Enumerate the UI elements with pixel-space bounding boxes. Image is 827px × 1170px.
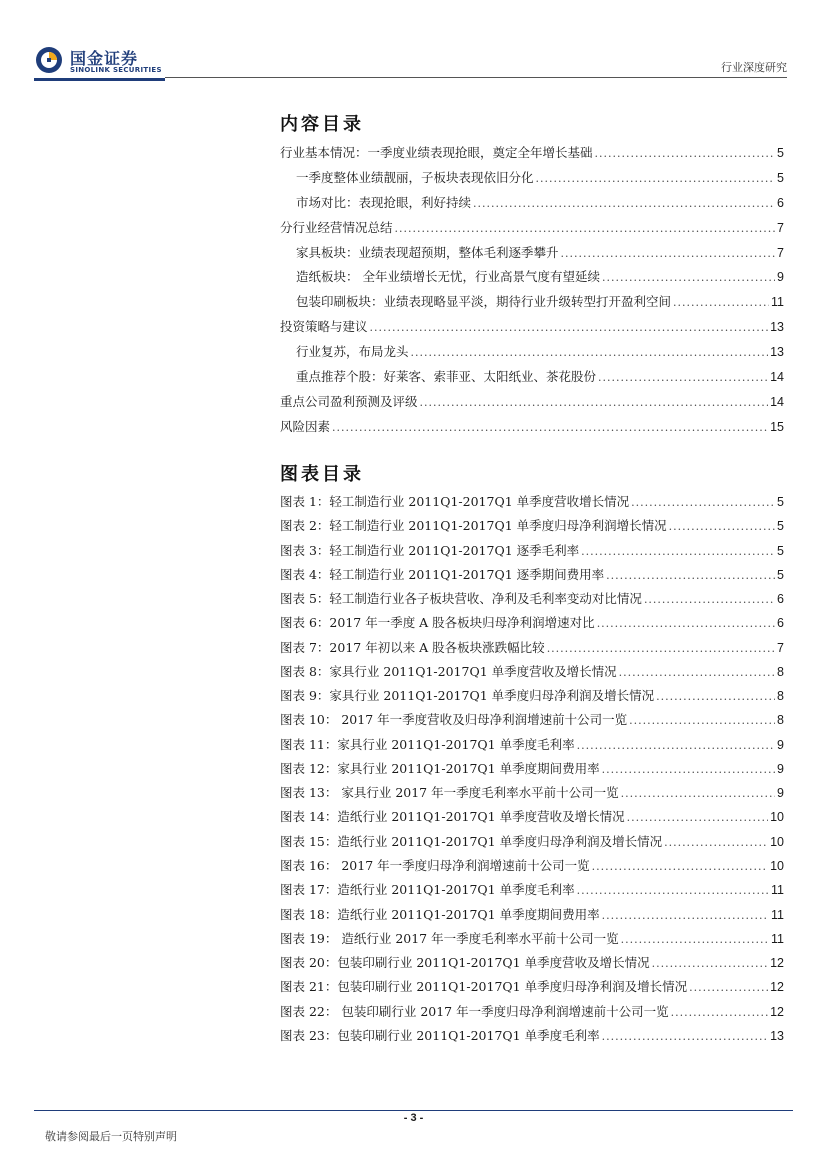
figure-entry-title: 图表 18：造纸行业 2011Q1-2017Q1 单季度期间费用率 (280, 906, 600, 922)
figure-entry-page: 5 (777, 567, 784, 582)
figure-entry[interactable] (280, 1002, 784, 1026)
toc-entry[interactable] (280, 317, 784, 342)
figure-entry[interactable] (280, 783, 784, 807)
toc-entry[interactable] (280, 243, 784, 268)
toc-entry-title: 市场对比：表现抢眼，利好持续 (296, 194, 472, 210)
figure-entry[interactable] (280, 1026, 784, 1050)
dot-leader (592, 860, 768, 873)
figure-entry-title: 图表 5：轻工制造行业各子板块营收、净利及毛利率变动对比情况 (280, 591, 642, 607)
toc-entry-title: 投资策略与建议 (280, 319, 368, 335)
dot-leader (577, 739, 775, 752)
company-logo (34, 45, 164, 79)
toc-entry-title: 包装印刷板块：业绩表现略显平淡，期待行业升级转型打开盈利空间 (296, 294, 672, 310)
toc-entry-title: 分行业经营情况总结 (280, 219, 393, 235)
dot-leader (602, 271, 775, 284)
toc-entry-page: 5 (777, 170, 784, 185)
dot-leader (619, 666, 775, 679)
figure-entry-title: 图表 20：包装印刷行业 2011Q1-2017Q1 单季度营收及增长情况 (280, 955, 650, 971)
dot-leader (602, 909, 769, 922)
footer-divider (34, 1110, 793, 1111)
figure-entry-page: 11 (771, 883, 784, 898)
toc-entry[interactable] (280, 342, 784, 367)
figure-entry-title: 图表 15：造纸行业 2011Q1-2017Q1 单季度归母净利润及增长情况 (280, 833, 663, 849)
figure-entry-page: 11 (771, 931, 784, 946)
toc-entry-page: 11 (771, 295, 784, 310)
toc-entry[interactable] (280, 168, 784, 193)
figure-entry[interactable] (280, 686, 784, 710)
figure-entry-page: 11 (771, 907, 784, 922)
toc-entry-page: 15 (770, 419, 784, 434)
figure-entry-page: 10 (770, 858, 784, 873)
dot-leader (561, 247, 776, 260)
dot-leader (597, 617, 775, 630)
toc-entry-page: 5 (777, 146, 784, 160)
dot-leader (602, 763, 775, 776)
toc-entry-page: 13 (770, 345, 784, 360)
toc-list (280, 143, 784, 442)
figure-entry-page: 5 (777, 519, 784, 534)
dot-leader (669, 520, 775, 533)
figure-entry-page: 12 (770, 980, 784, 995)
toc-entry[interactable] (280, 267, 784, 292)
figure-entry[interactable] (280, 905, 784, 929)
figure-entry-page: 8 (777, 713, 784, 728)
figure-entry[interactable] (280, 613, 784, 637)
dot-leader (656, 690, 775, 703)
figure-entry-page: 10 (770, 834, 784, 849)
figure-entry-title: 图表 8：家具行业 2011Q1-2017Q1 单季度营收及增长情况 (280, 663, 617, 679)
dot-leader (547, 642, 775, 655)
dot-leader (473, 197, 775, 210)
figure-entry-title: 图表 6：2017 年一季度 A 股各板块归母净利润增速对比 (280, 615, 595, 631)
figure-entry-page: 6 (777, 616, 784, 631)
toc-entry-page: 9 (777, 270, 784, 285)
figure-entry-page: 9 (777, 761, 784, 776)
figure-entry-title: 图表 14：造纸行业 2011Q1-2017Q1 单季度营收及增长情况 (280, 809, 625, 825)
dot-leader (595, 147, 776, 160)
toc-entry-page: 14 (770, 370, 784, 385)
figure-entry-page: 6 (777, 592, 784, 607)
figures-list (280, 492, 784, 1050)
figure-entry-title: 图表 11：家具行业 2011Q1-2017Q1 单季度毛利率 (280, 736, 575, 752)
toc-entry-title: 行业基本情况：一季度业绩表现抢眼，奠定全年增长基础 (280, 145, 593, 160)
figure-entry[interactable] (280, 953, 784, 977)
figure-entry[interactable] (280, 638, 784, 662)
page-header (0, 0, 827, 80)
figure-entry-page: 5 (777, 495, 784, 509)
figure-entry[interactable] (280, 759, 784, 783)
figure-entry-title: 图表 3：轻工制造行业 2011Q1-2017Q1 逐季毛利率 (280, 542, 580, 558)
dot-leader (420, 396, 769, 409)
figure-entry-page: 7 (777, 640, 784, 655)
company-name-cn: 国金证券 (70, 49, 139, 68)
toc-entry-page: 14 (770, 394, 784, 409)
toc-entry-title: 一季度整体业绩靓丽，子板块表现依旧分化 (296, 169, 534, 185)
dot-leader (621, 933, 769, 946)
figure-entry[interactable] (280, 856, 784, 880)
toc-entry-title: 造纸板块： 全年业绩增长无忧，行业高景气度有望延续 (296, 269, 600, 285)
figure-entry[interactable] (280, 662, 784, 686)
toc-entry-title: 重点推荐个股：好莱客、索菲亚、太阳纸业、茶花股份 (296, 369, 597, 385)
dot-leader (370, 321, 769, 334)
figure-entry-title: 图表 9：家具行业 2011Q1-2017Q1 单季度归母净利润及增长情况 (280, 688, 655, 704)
figure-entry-title: 图表 13： 家具行业 2017 年一季度毛利率水平前十公司一览 (280, 785, 619, 801)
toc-entry-title: 家具板块：业绩表现超预期，整体毛利逐季攀升 (296, 244, 559, 260)
header-divider (165, 77, 787, 78)
dot-leader (332, 421, 768, 434)
toc-entry-page: 7 (777, 245, 784, 260)
toc-title: 内容目录 (280, 114, 364, 135)
dot-leader (631, 496, 775, 509)
figure-entry[interactable] (280, 565, 784, 589)
dot-leader (411, 346, 769, 359)
figure-entry-page: 8 (777, 689, 784, 704)
toc-entry-page: 13 (770, 320, 784, 335)
dot-leader (652, 957, 769, 970)
toc-entry[interactable] (280, 392, 784, 417)
figure-entry[interactable] (280, 880, 784, 904)
figure-entry-title: 图表 10： 2017 年一季度营收及归母净利润增速前十公司一览 (280, 712, 628, 728)
header-accent-bar (34, 78, 165, 81)
sinolink-logo-icon (34, 45, 64, 75)
toc-entry-title: 风险因素 (280, 418, 331, 434)
figure-entry-title: 图表 23：包装印刷行业 2011Q1-2017Q1 单季度毛利率 (280, 1027, 600, 1043)
figure-entry[interactable] (280, 735, 784, 759)
dot-leader (644, 593, 775, 606)
figure-entry-title: 图表 2：轻工制造行业 2011Q1-2017Q1 单季度归母净利润增长情况 (280, 518, 667, 534)
figure-entry[interactable] (280, 977, 784, 1001)
figure-entry-title: 图表 7：2017 年初以来 A 股各板块涨跌幅比较 (280, 639, 545, 655)
figure-entry[interactable] (280, 516, 784, 540)
figure-entry-title: 图表 19： 造纸行业 2017 年一季度毛利率水平前十公司一览 (280, 930, 619, 946)
figure-entry[interactable] (280, 492, 784, 516)
dot-leader (602, 1030, 769, 1043)
figure-entry[interactable] (280, 589, 784, 613)
dot-leader (689, 981, 768, 994)
dot-leader (606, 569, 775, 582)
dot-leader (671, 1006, 768, 1019)
figure-entry[interactable] (280, 807, 784, 831)
toc-entry[interactable] (280, 193, 784, 218)
toc-entry-page: 6 (777, 195, 784, 210)
dot-leader (577, 884, 769, 897)
dot-leader (664, 836, 768, 849)
footer-disclaimer: 敬请参阅最后一页特别声明 (45, 1130, 177, 1143)
dot-leader (581, 545, 775, 558)
dot-leader (598, 371, 768, 384)
figure-entry-page: 9 (777, 737, 784, 752)
figure-entry-title: 图表 21：包装印刷行业 2011Q1-2017Q1 单季度归母净利润及增长情况 (280, 979, 688, 995)
toc-entry[interactable] (280, 218, 784, 243)
figure-entry-title: 图表 22： 包装印刷行业 2017 年一季度归母净利润增速前十公司一览 (280, 1003, 669, 1019)
toc-entry[interactable] (280, 292, 784, 317)
dot-leader (629, 714, 775, 727)
toc-entry-page: 7 (777, 220, 784, 235)
company-name-en: SINOLINK SECURITIES (70, 66, 162, 74)
toc-entry[interactable] (280, 417, 784, 442)
figure-entry[interactable] (280, 710, 784, 734)
page-number: - 3 - (403, 1112, 424, 1124)
figure-entry[interactable] (280, 541, 784, 565)
dot-leader (395, 222, 776, 235)
dot-leader (621, 787, 775, 800)
figure-entry-title: 图表 12：家具行业 2011Q1-2017Q1 单季度期间费用率 (280, 760, 600, 776)
figure-entry[interactable] (280, 832, 784, 856)
figure-entry-title: 图表 4：轻工制造行业 2011Q1-2017Q1 逐季期间费用率 (280, 566, 605, 582)
dot-leader (536, 172, 776, 185)
figure-entry-page: 13 (770, 1028, 784, 1043)
figure-entry[interactable] (280, 929, 784, 953)
figures-title: 图表目录 (280, 464, 364, 485)
toc-entry-title: 行业复苏，布局龙头 (296, 344, 409, 360)
figure-entry-page: 5 (777, 543, 784, 558)
report-type-label: 行业深度研究 (721, 61, 787, 74)
dot-leader (627, 811, 769, 824)
figure-entry-page: 12 (770, 956, 784, 971)
figure-entry-title: 图表 17：造纸行业 2011Q1-2017Q1 单季度毛利率 (280, 882, 575, 898)
figure-entry-page: 10 (770, 810, 784, 825)
figure-entry-page: 8 (777, 664, 784, 679)
dot-leader (673, 296, 769, 309)
toc-entry-title: 重点公司盈利预测及评级 (280, 393, 418, 409)
toc-entry[interactable] (280, 367, 784, 392)
figure-entry-page: 9 (777, 786, 784, 801)
figure-entry-title: 图表 16： 2017 年一季度归母净利润增速前十公司一览 (280, 857, 590, 873)
figure-entry-title: 图表 1：轻工制造行业 2011Q1-2017Q1 单季度营收增长情况 (280, 494, 630, 509)
figure-entry-page: 12 (770, 1004, 784, 1019)
toc-entry[interactable] (280, 143, 784, 168)
